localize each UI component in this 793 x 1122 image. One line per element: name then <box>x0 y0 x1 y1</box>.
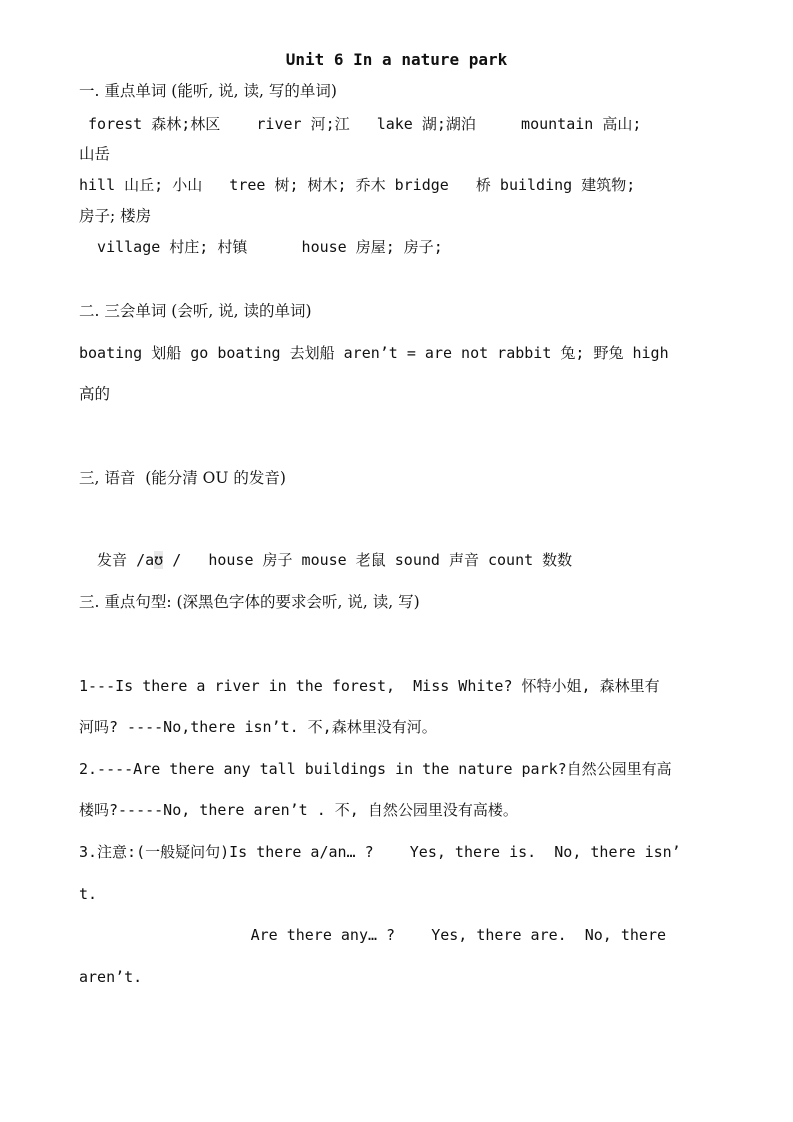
sentence-line: aren’t. <box>79 968 143 986</box>
sentence-line: Are there any… ? Yes, there are. No, there <box>79 926 666 944</box>
vocab-line: boating 划船 go boating 去划船 aren’t = are not rabbit 兔; 野兔 high <box>79 344 669 362</box>
pronunciation-line <box>79 549 711 571</box>
vocab-line: 高的 <box>79 385 111 403</box>
section1-heading: 一. 重点单词 (能听, 说, 读, 写的单词) <box>79 82 337 100</box>
vocab-line: forest 森林;林区 river 河;江 lake 湖;湖泊 mountain 高山; <box>79 115 642 133</box>
section2-heading: 二. 三会单词 (会听, 说, 读的单词) <box>79 302 312 320</box>
vocab-line: 山岳 <box>79 145 111 163</box>
section4-heading: 三. 重点句型: (深黑色字体的要求会听, 说, 读, 写) <box>79 593 420 611</box>
sentence-line: 河吗? ----No,there isn’t. 不,森林里没有河。 <box>79 718 437 736</box>
sentence-line: 3.注意:(一般疑问句)Is there a/an… ? Yes, there is. No, there isn’ <box>79 843 681 861</box>
sentence-line: 2.----Are there any tall buildings in the nature park?自然公园里有高 <box>79 760 672 778</box>
pronunciation-words: / house 房子 mouse 老鼠 sound 声音 count 数数 <box>163 551 573 569</box>
sentence-line: 楼吗?-----No, there aren’t . 不, 自然公园里没有高楼。 <box>79 801 518 819</box>
sentence-line: 1---Is there a river in the forest, Miss White? 怀特小姐, 森林里有 <box>79 677 660 695</box>
section3-heading: 三, 语音 (能分清 OU 的发音) <box>79 469 286 487</box>
vocab-line: village 村庄; 村镇 house 房屋; 房子; <box>79 238 443 256</box>
sentence-line: t. <box>79 885 98 903</box>
phonetic-symbol: ʊ <box>154 551 164 569</box>
document-title: Unit 6 In a nature park <box>285 50 508 69</box>
vocab-line: hill 山丘; 小山 tree 树; 树木; 乔木 bridge 桥 building 建筑物; <box>79 176 636 194</box>
pronunciation-prefix: 发音 /a <box>79 551 155 569</box>
vocab-line: 房子; 楼房 <box>79 207 152 225</box>
